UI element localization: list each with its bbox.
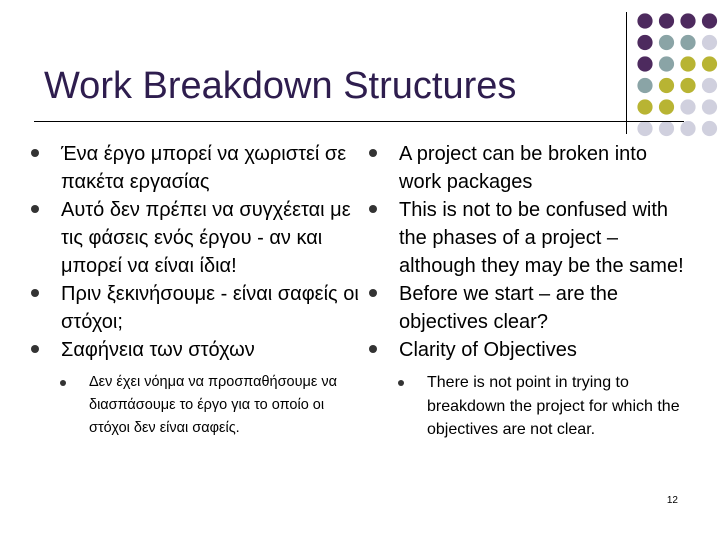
title-underline (34, 121, 684, 122)
list-item: Before we start – are the objectives clear? (368, 280, 688, 336)
bullet-icon (31, 345, 39, 353)
bullet-icon (31, 149, 39, 157)
bullet-icon (369, 149, 377, 157)
sub-list-item: Δεν έχει νόημα να προσπαθήσουμε να διασπάσουμε το έργο για το οποίο οι στόχοι δεν είναι σαφείς. (30, 371, 360, 440)
bullet-icon (369, 289, 377, 297)
greek-bullet-list (30, 140, 360, 364)
decorative-dot (659, 13, 674, 28)
decorative-dot (637, 56, 652, 71)
decorative-dot (680, 78, 695, 93)
list-item: Clarity of Objectives (368, 336, 688, 364)
decorative-dot (702, 13, 717, 28)
decorative-dot (637, 78, 652, 93)
decorative-dot (680, 56, 695, 71)
bullet-icon (31, 289, 39, 297)
bullet-icon (60, 380, 66, 386)
decorative-dot (637, 13, 652, 28)
list-item: Σαφήνεια των στόχων (30, 336, 360, 364)
list-item: A project can be broken into work packages (368, 140, 688, 196)
decorative-dot (637, 121, 652, 136)
decorative-dot (659, 35, 674, 50)
english-sub-list (368, 371, 688, 442)
decorative-dot (680, 121, 695, 136)
greek-column (30, 140, 360, 440)
list-item: Αυτό δεν πρέπει να συγχέεται με τις φάσεις ενός έργου - αν και μπορεί να είναι ίδια! (30, 196, 360, 280)
greek-sub-list (30, 371, 360, 440)
sub-list-item: There is not point in trying to breakdown the project for which the objectives are not clear. (368, 371, 688, 442)
bullet-icon (31, 205, 39, 213)
decorative-dot (702, 99, 717, 114)
decorative-dot (637, 99, 652, 114)
decorative-dot (659, 78, 674, 93)
decorative-dot (659, 99, 674, 114)
vertical-divider-line (626, 12, 627, 134)
decorative-dot (680, 13, 695, 28)
slide-title: Work Breakdown Structures (44, 65, 517, 107)
decorative-dot (680, 35, 695, 50)
decorative-dot (702, 78, 717, 93)
bullet-icon (369, 345, 377, 353)
bullet-icon (398, 380, 404, 386)
bullet-icon (369, 205, 377, 213)
decorative-dot (680, 99, 695, 114)
list-item: Ένα έργο μπορεί να χωριστεί σε πακέτα εργασίας (30, 140, 360, 196)
decorative-dot (702, 35, 717, 50)
decorative-dot (659, 121, 674, 136)
decorative-dot (702, 56, 717, 71)
decorative-dot (702, 121, 717, 136)
list-item: Πριν ξεκινήσουμε - είναι σαφείς οι στόχοι; (30, 280, 360, 336)
english-column (368, 140, 688, 442)
list-item: This is not to be confused with the phases of a project – although they may be the same! (368, 196, 688, 280)
page-number: 12 (666, 495, 678, 506)
english-bullet-list (368, 140, 688, 364)
decorative-dot (637, 35, 652, 50)
decorative-dot (659, 56, 674, 71)
